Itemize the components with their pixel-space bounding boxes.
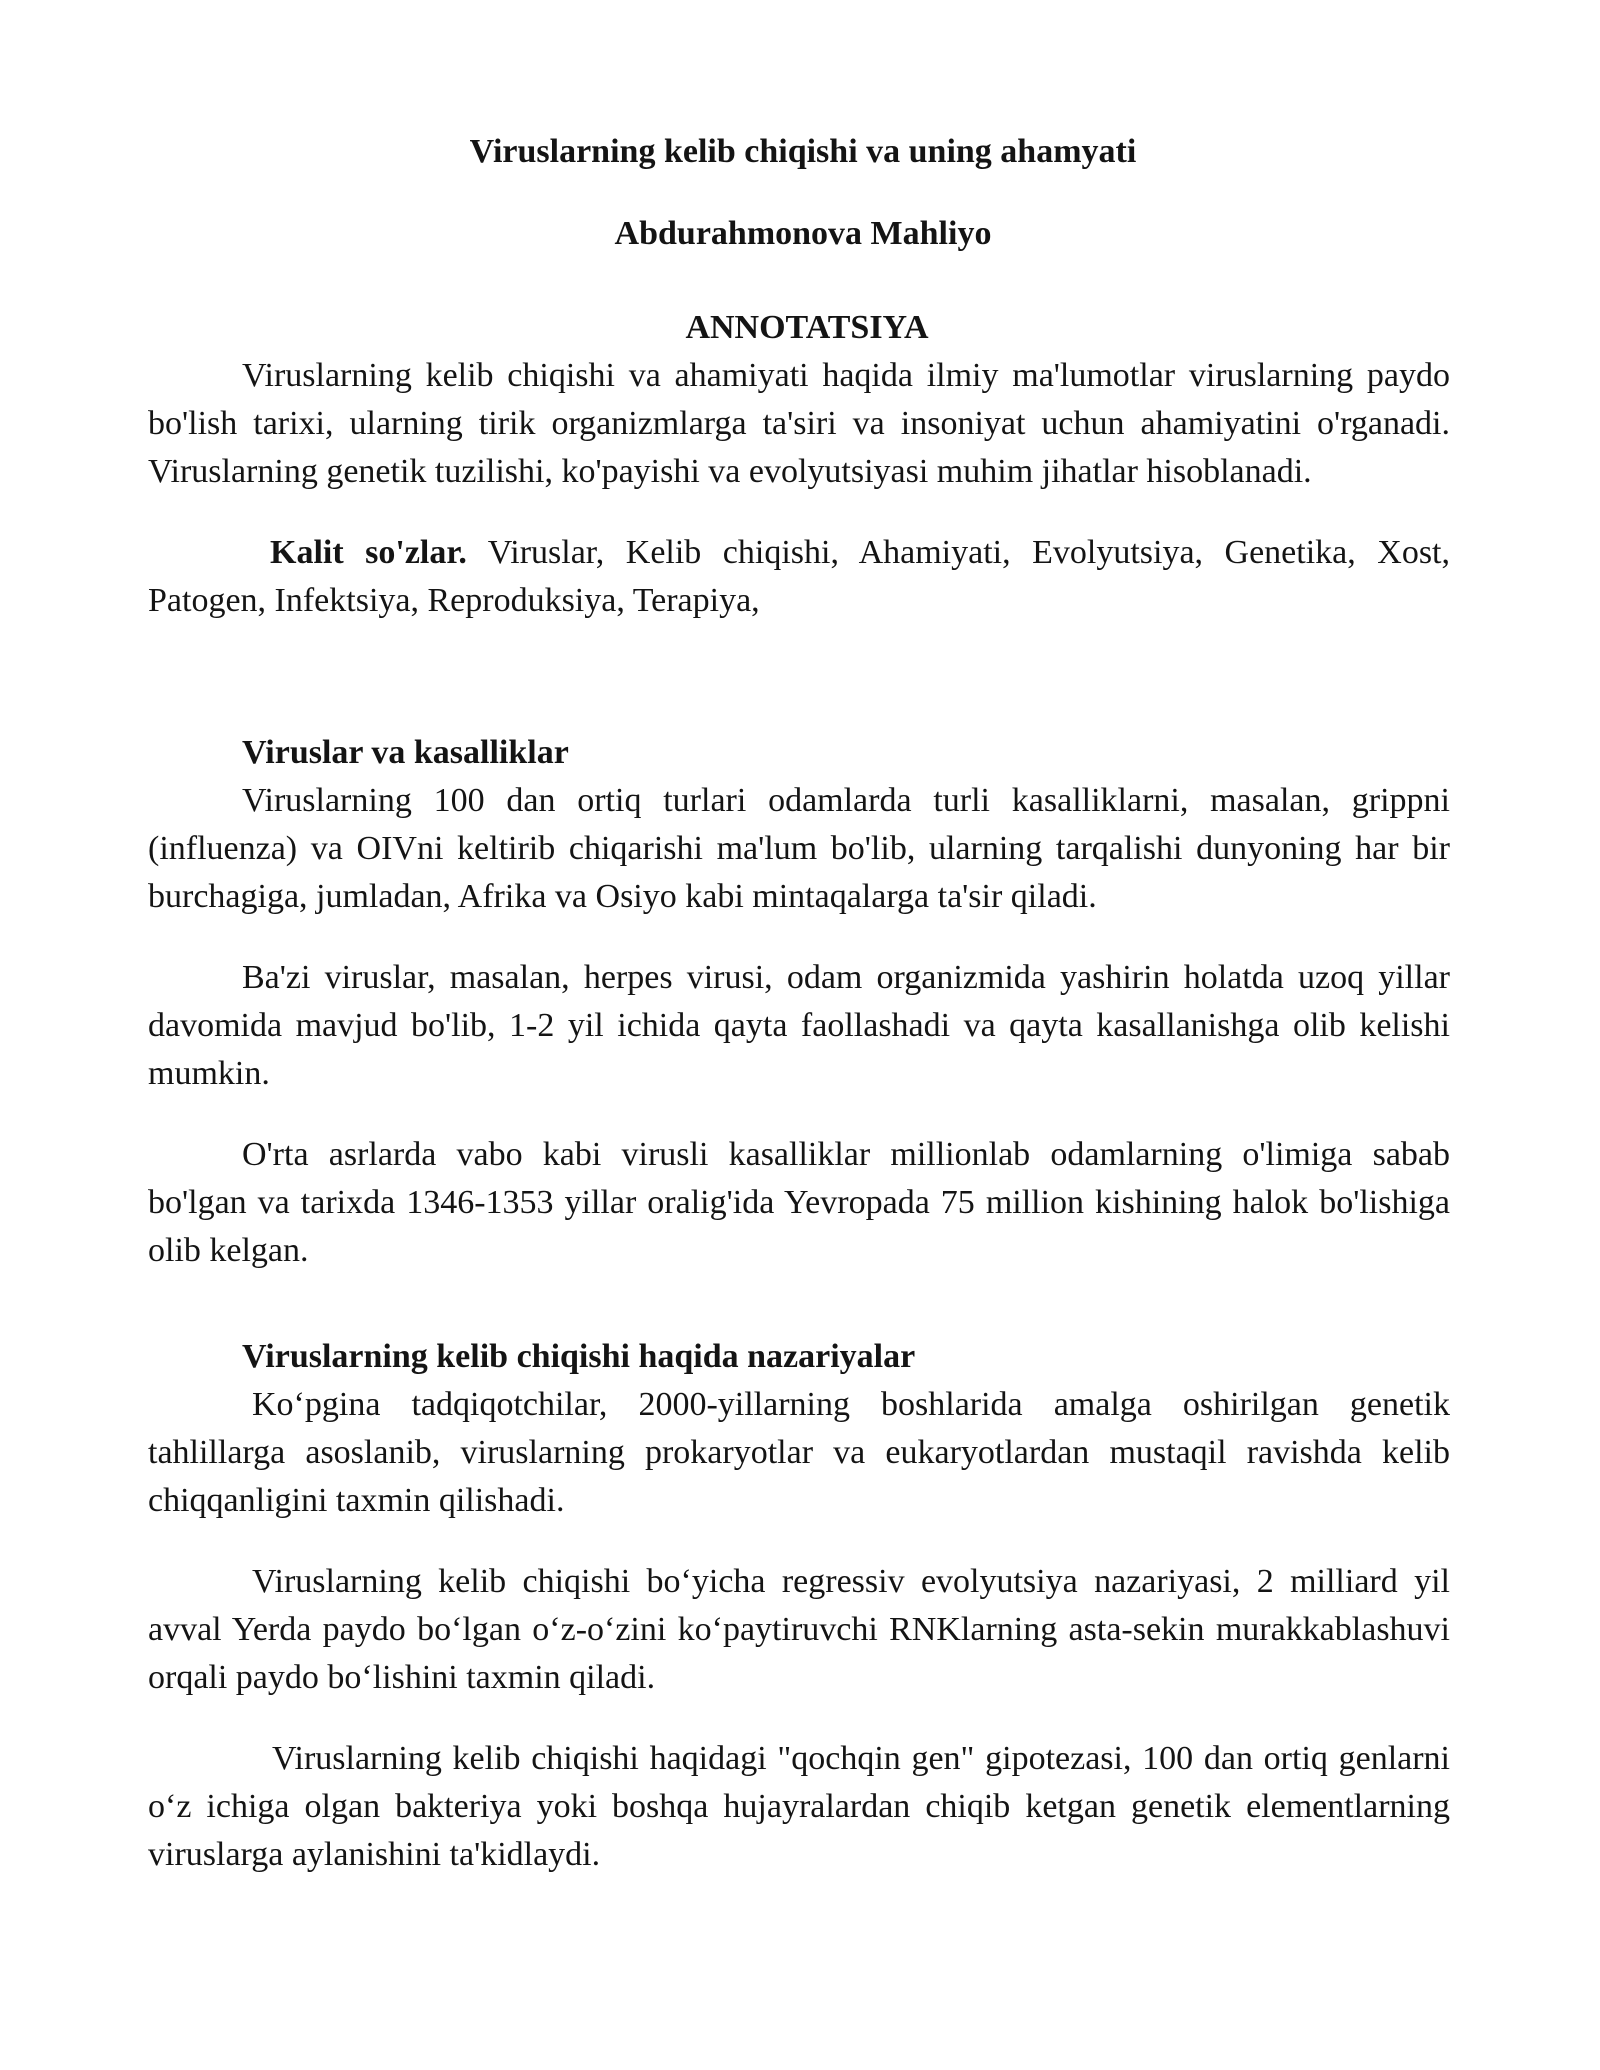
keywords-label: Kalit so'zlar.: [270, 534, 467, 571]
section-paragraph: Viruslarning kelib chiqishi boʻyicha regressiv evolyutsiya nazariyasi, 2 milliard yil avval Yerda paydo boʻlgan oʻz-oʻzini koʻpaytiruvchi RNKlarning asta-sekin murakkablashuvi orqali paydo boʻlishini taxmin qiladi.: [148, 1563, 1450, 1696]
section-paragraph: Viruslarning kelib chiqishi haqidagi "qochqin gen" gipotezasi, 100 dan ortiq genlarni oʻz ichiga olgan bakteriya yoki boshqa hujayralardan chiqib ketgan genetik elementlarning viruslarga aylanishini ta'kidlaydi.: [148, 1740, 1450, 1873]
keywords-paragraph: [148, 529, 1450, 625]
section-heading-viruses-diseases: Viruslar va kasalliklar: [242, 734, 569, 771]
document-page: [148, 128, 1450, 1879]
section-heading-origin-theories: Viruslarning kelib chiqishi haqida nazariyalar: [242, 1338, 916, 1375]
section-paragraph: Viruslarning 100 dan ortiq turlari odamlarda turli kasalliklarni, masalan, grippni (influenza) va OIVni keltirib chiqarishi ma'lum bo'lib, ularning tarqalishi dunyoning har bir burchagiga, jumladan, Afrika va Osiyo kabi mintaqalarga ta'sir qiladi.: [148, 782, 1450, 915]
section-paragraph: Koʻpgina tadqiqotchilar, 2000-yillarning boshlarida amalga oshirilgan genetik tahlillarga asoslanib, viruslarning prokaryotlar va eukaryotlardan mustaqil ravishda kelib chiqqanligini taxmin qilishadi.: [148, 1386, 1450, 1519]
annotation-heading: ANNOTATSIYA: [685, 309, 929, 346]
document-title: Viruslarning kelib chiqishi va uning ahamyati: [469, 133, 1137, 170]
annotation-paragraph: Viruslarning kelib chiqishi va ahamiyati haqida ilmiy ma'lumotlar viruslarning paydo bo'lish tarixi, ularning tirik organizmlarga ta'siri va insoniyat uchun ahamiyatini o'rganadi. Viruslarning genetik tuzilishi, ko'payishi va evolyutsiyasi muhim jihatlar hisoblanadi.: [148, 357, 1450, 490]
section-paragraph: O'rta asrlarda vabo kabi virusli kasalliklar millionlab odamlarning o'limiga sabab bo'lgan va tarixda 1346-1353 yillar oralig'ida Yevropada 75 million kishining halok bo'lishiga olib kelgan.: [148, 1136, 1450, 1269]
keywords-list: Viruslar, Kelib chiqishi, Ahamiyati, Evolyutsiya, Genetika, Xost, Patogen, Infektsiya, Reproduksiya, Terapiya,: [148, 534, 1450, 619]
section-paragraph: Ba'zi viruslar, masalan, herpes virusi, odam organizmida yashirin holatda uzoq yillar davomida mavjud bo'lib, 1-2 yil ichida qayta faollashadi va qayta kasallanishga olib kelishi mumkin.: [148, 959, 1450, 1092]
author-name: Abdurahmonova Mahliyo: [614, 215, 992, 252]
